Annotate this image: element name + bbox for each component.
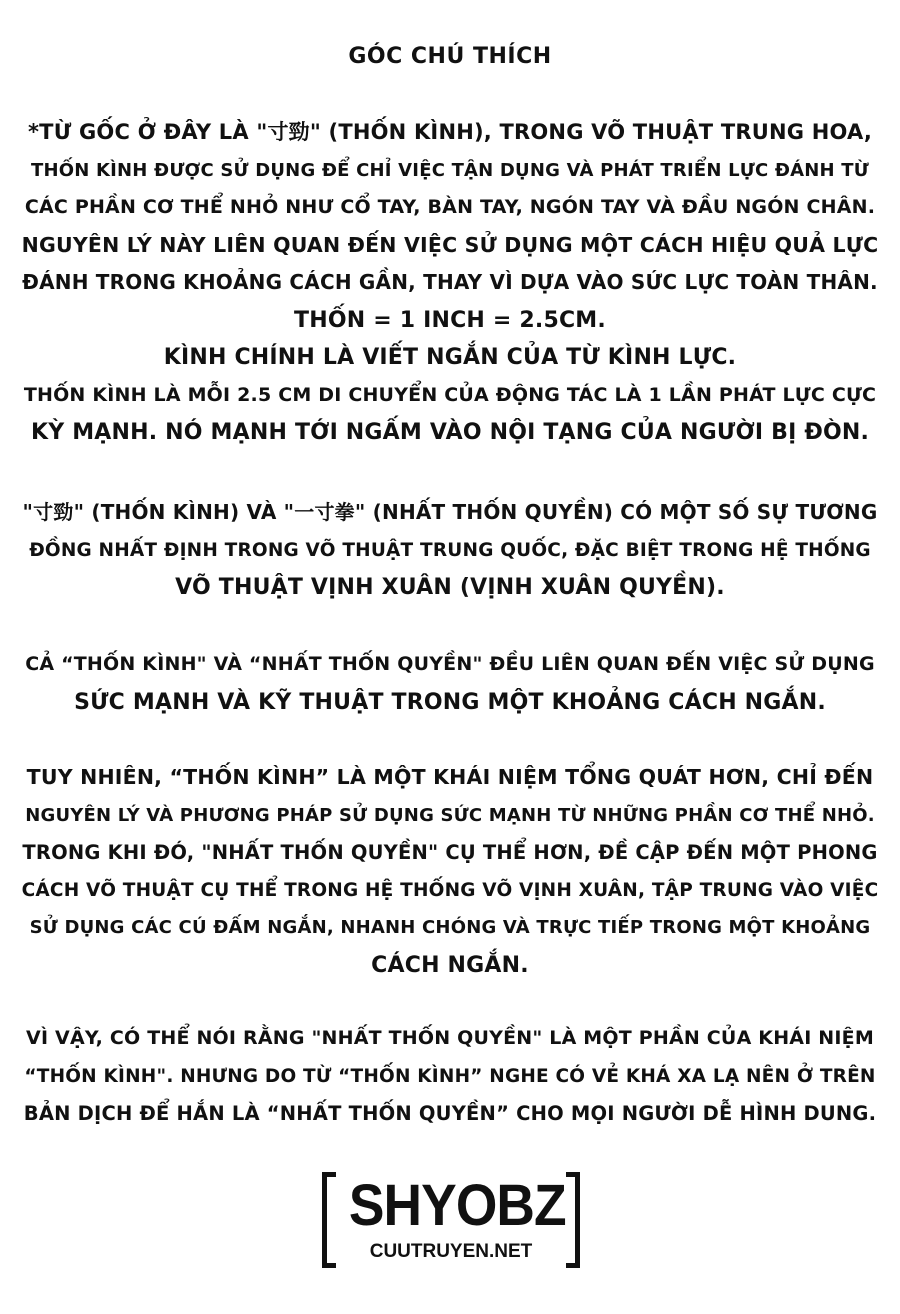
text-line: ĐỒNG NHẤT ĐỊNH TRONG VÕ THUẬT TRUNG QUỐC, ĐẶC BIỆT TRONG HỆ THỐNG — [29, 539, 871, 561]
text-line: NGUYÊN LÝ NÀY LIÊN QUAN ĐẾN VIỆC SỬ DỤNG MỘT CÁCH HIỆU QUẢ LỰC — [21, 232, 879, 257]
text-line: "寸勁" (THỐN KÌNH) VÀ "一寸拳" (NHẤT THỐN QUYỀN) CÓ MỘT SỐ SỰ TƯƠNG — [22, 500, 878, 524]
text-line: NGUYÊN LÝ VÀ PHƯƠNG PHÁP SỬ DỤNG SỨC MẠNH TỪ NHỮNG PHẦN CƠ THỂ NHỎ. — [25, 804, 875, 826]
logo-bracket-right — [566, 1172, 580, 1268]
logo-site-text: CUUTRUYEN.NET — [369, 1241, 533, 1262]
text-line: THỐN KÌNH ĐƯỢC SỬ DỤNG ĐỂ CHỈ VIỆC TẬN DỤNG VÀ PHÁT TRIỂN LỰC ĐÁNH TỪ — [31, 159, 869, 181]
text-line: KÌNH CHÍNH LÀ VIẾT NGẮN CỦA TỪ KÌNH LỰC. — [163, 345, 737, 370]
logo-main-text: SHYOBZ — [348, 1173, 566, 1238]
note-paragraph-2 — [20, 494, 880, 607]
text-line: VÌ VẬY, CÓ THỂ NÓI RẰNG "NHẤT THỐN QUYỀN" LÀ MỘT PHẦN CỦA KHÁI NIỆM — [26, 1027, 874, 1049]
scanlation-logo — [322, 1172, 580, 1274]
text-line: ĐÁNH TRONG KHOẢNG CÁCH GẦN, THAY VÌ DỰA VÀO SỨC LỰC TOÀN THÂN. — [22, 270, 878, 294]
text-line: CÁCH VÕ THUẬT CỤ THỂ TRONG HỆ THỐNG VÕ VỊNH XUÂN, TẬP TRUNG VÀO VIỆC — [21, 879, 879, 901]
text-line: KỲ MẠNH. NÓ MẠNH TỚI NGẤM VÀO NỘI TẠNG CỦA NGƯỜI BỊ ĐÒN. — [30, 420, 870, 445]
text-line: BẢN DỊCH ĐỂ HẮN LÀ “NHẤT THỐN QUYỀN” CHO MỌI NGƯỜI DỄ HÌNH DUNG. — [23, 1102, 877, 1125]
text-line: VÕ THUẬT VỊNH XUÂN (VỊNH XUÂN QUYỀN). — [175, 575, 725, 600]
note-paragraph-1 — [20, 114, 880, 452]
note-paragraph-5 — [20, 1020, 880, 1133]
text-line: THỐN = 1 INCH = 2.5CM. — [294, 307, 606, 333]
text-line: THỐN KÌNH LÀ MỖI 2.5 CM DI CHUYỂN CỦA ĐỘNG TÁC LÀ 1 LẦN PHÁT LỰC CỰC — [23, 383, 877, 406]
page-title: GÓC CHÚ THÍCH — [348, 44, 552, 69]
text-line: TRONG KHI ĐÓ, "NHẤT THỐN QUYỀN" CỤ THỂ HƠN, ĐỀ CẬP ĐẾN MỘT PHONG — [22, 841, 878, 864]
text-line: *TỪ GỐC Ở ĐÂY LÀ "寸勁" (THỐN KÌNH), TRONG VÕ THUẬT TRUNG HOA, — [28, 120, 872, 144]
text-line: “THỐN KÌNH". NHƯNG DO TỪ “THỐN KÌNH” NGHE CÓ VẺ KHÁ XA LẠ NÊN Ở TRÊN — [24, 1065, 876, 1087]
note-paragraph-3 — [20, 646, 880, 721]
logo-bracket-left — [322, 1172, 336, 1268]
text-line: CÁCH NGẮN. — [371, 952, 529, 978]
text-line: CÁC PHẦN CƠ THỂ NHỎ NHƯ CỔ TAY, BÀN TAY, NGÓN TAY VÀ ĐẦU NGÓN CHÂN. — [24, 196, 876, 218]
text-line: SỨC MẠNH VÀ KỸ THUẬT TRONG MỘT KHOẢNG CÁCH NGẮN. — [74, 689, 826, 715]
text-line: SỬ DỤNG CÁC CÚ ĐẤM NGẮN, NHANH CHÓNG VÀ TRỰC TIẾP TRONG MỘT KHOẢNG — [29, 917, 871, 938]
text-line: TUY NHIÊN, “THỐN KÌNH” LÀ MỘT KHÁI NIỆM TỔNG QUÁT HƠN, CHỈ ĐẾN — [26, 765, 874, 789]
text-line: CẢ “THỐN KÌNH" VÀ “NHẤT THỐN QUYỀN" ĐỀU LIÊN QUAN ĐẾN VIỆC SỬ DỤNG — [25, 653, 875, 675]
note-paragraph-4 — [20, 759, 880, 984]
